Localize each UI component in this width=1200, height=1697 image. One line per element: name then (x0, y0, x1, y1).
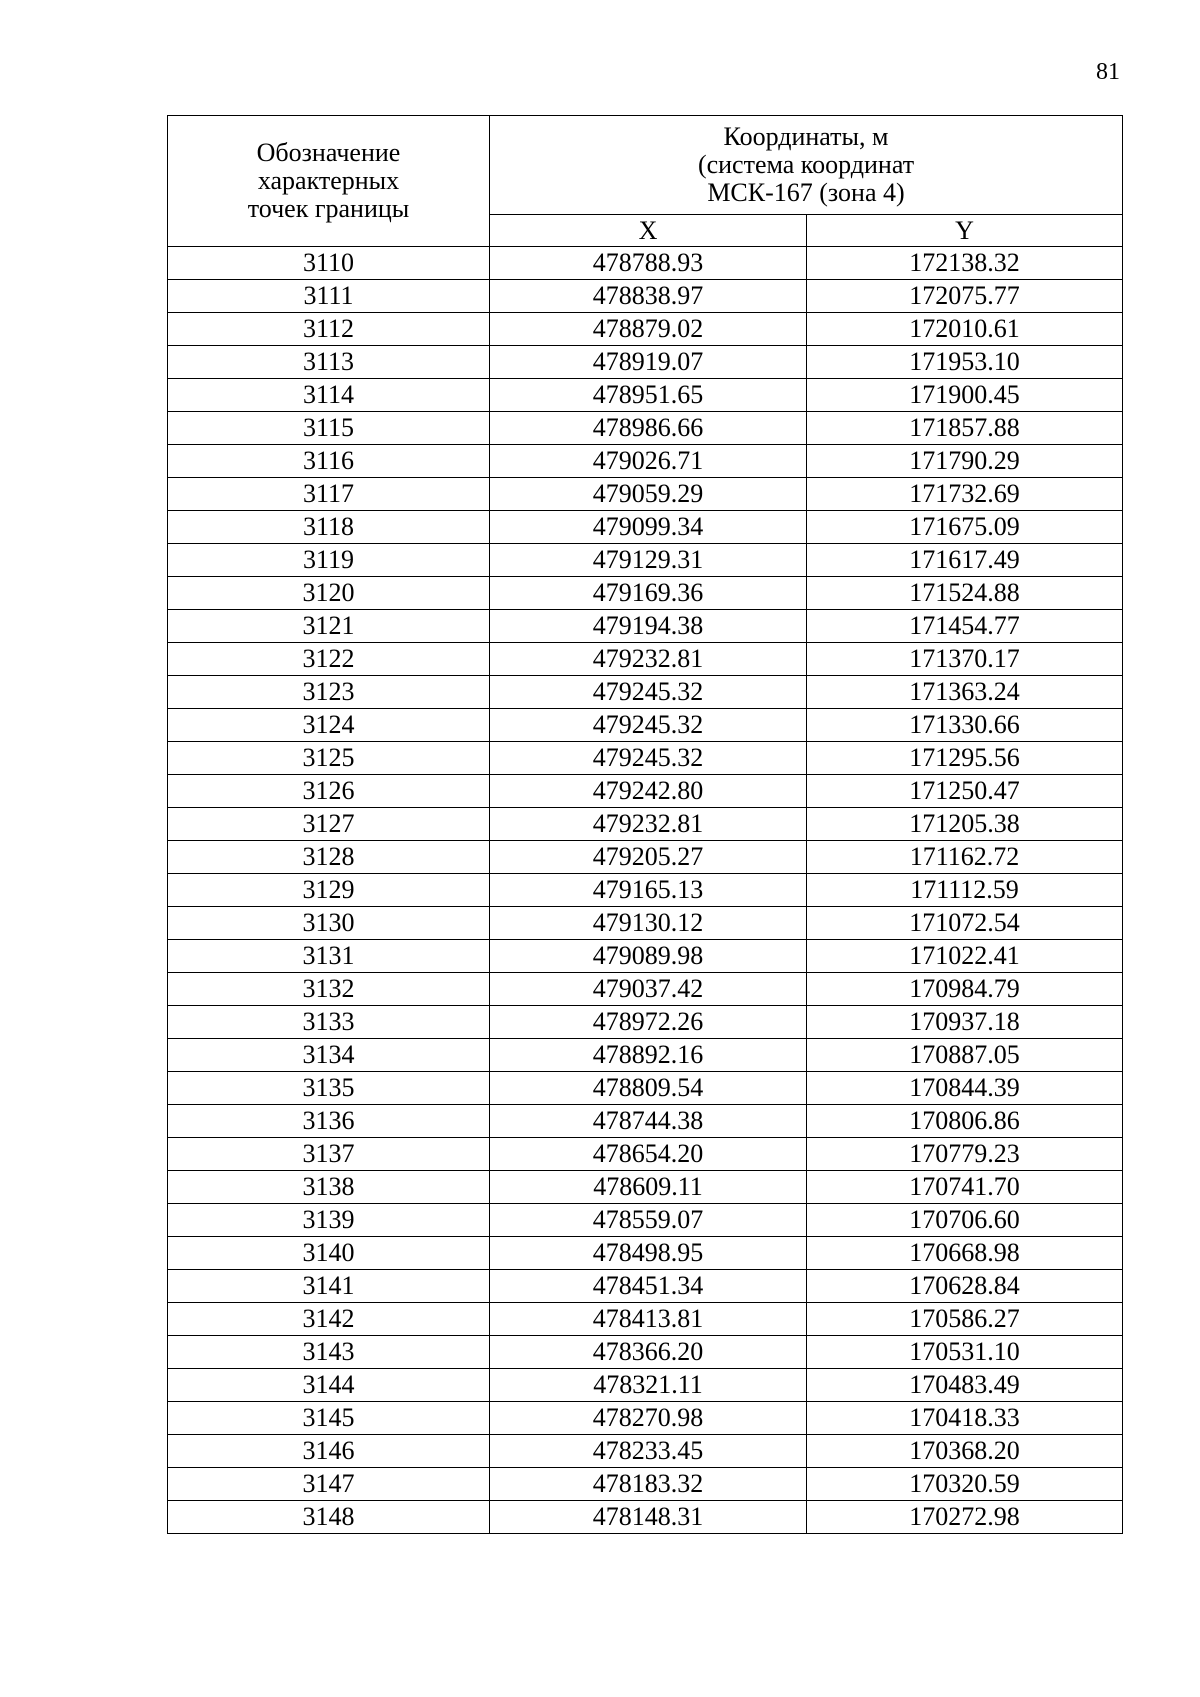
y-coordinate-cell: 171330.66 (807, 709, 1123, 742)
y-coordinate-cell: 170320.59 (807, 1468, 1123, 1501)
x-coordinate-cell: 478879.02 (490, 313, 807, 346)
table-row (168, 478, 1123, 511)
header-coords-line: (система координат (697, 150, 915, 179)
table-row (168, 1501, 1123, 1534)
table-row (168, 808, 1123, 841)
y-coordinate-cell: 170628.84 (807, 1270, 1123, 1303)
point-number-cell: 3115 (168, 412, 490, 445)
y-coordinate-cell: 171857.88 (807, 412, 1123, 445)
y-coordinate-cell: 171900.45 (807, 379, 1123, 412)
table-row (168, 907, 1123, 940)
header-x: X (490, 215, 807, 247)
table-header (168, 116, 1123, 247)
y-coordinate-cell: 170984.79 (807, 973, 1123, 1006)
point-number-cell: 3121 (168, 610, 490, 643)
point-number-cell: 3135 (168, 1072, 490, 1105)
table-row (168, 346, 1123, 379)
table-row (168, 313, 1123, 346)
x-coordinate-cell: 478148.31 (490, 1501, 807, 1534)
table-row (168, 511, 1123, 544)
y-coordinate-cell: 171295.56 (807, 742, 1123, 775)
table-row (168, 1435, 1123, 1468)
x-coordinate-cell: 478838.97 (490, 280, 807, 313)
x-coordinate-cell: 478788.93 (490, 247, 807, 280)
table-row (168, 1072, 1123, 1105)
y-coordinate-cell: 170531.10 (807, 1336, 1123, 1369)
coordinates-table (167, 115, 1123, 1534)
y-coordinate-cell: 170586.27 (807, 1303, 1123, 1336)
y-coordinate-cell: 171454.77 (807, 610, 1123, 643)
x-coordinate-cell: 478919.07 (490, 346, 807, 379)
x-coordinate-cell: 479165.13 (490, 874, 807, 907)
x-coordinate-cell: 479242.80 (490, 775, 807, 808)
point-number-cell: 3110 (168, 247, 490, 280)
x-coordinate-cell: 478498.95 (490, 1237, 807, 1270)
header-designation-line: точек границы (247, 194, 410, 223)
table-row (168, 676, 1123, 709)
point-number-cell: 3147 (168, 1468, 490, 1501)
x-coordinate-cell: 478559.07 (490, 1204, 807, 1237)
point-number-cell: 3114 (168, 379, 490, 412)
x-coordinate-cell: 478744.38 (490, 1105, 807, 1138)
x-coordinate-cell: 479026.71 (490, 445, 807, 478)
header-coordinates (490, 116, 1123, 215)
point-number-cell: 3123 (168, 676, 490, 709)
table-row (168, 1237, 1123, 1270)
table-body (168, 247, 1123, 1534)
point-number-cell: 3111 (168, 280, 490, 313)
y-coordinate-cell: 170272.98 (807, 1501, 1123, 1534)
y-coordinate-cell: 171112.59 (807, 874, 1123, 907)
table-row (168, 874, 1123, 907)
point-number-cell: 3136 (168, 1105, 490, 1138)
point-number-cell: 3127 (168, 808, 490, 841)
x-coordinate-cell: 478366.20 (490, 1336, 807, 1369)
y-coordinate-cell: 171790.29 (807, 445, 1123, 478)
point-number-cell: 3125 (168, 742, 490, 775)
table-row (168, 379, 1123, 412)
y-coordinate-cell: 171370.17 (807, 643, 1123, 676)
y-coordinate-cell: 170741.70 (807, 1171, 1123, 1204)
table-row (168, 1006, 1123, 1039)
y-coordinate-cell: 172010.61 (807, 313, 1123, 346)
x-coordinate-cell: 479194.38 (490, 610, 807, 643)
table-row (168, 610, 1123, 643)
x-coordinate-cell: 479245.32 (490, 709, 807, 742)
table-row (168, 1369, 1123, 1402)
point-number-cell: 3134 (168, 1039, 490, 1072)
x-coordinate-cell: 478609.11 (490, 1171, 807, 1204)
point-number-cell: 3144 (168, 1369, 490, 1402)
y-coordinate-cell: 171250.47 (807, 775, 1123, 808)
point-number-cell: 3120 (168, 577, 490, 610)
y-coordinate-cell: 171732.69 (807, 478, 1123, 511)
y-coordinate-cell: 172075.77 (807, 280, 1123, 313)
point-number-cell: 3137 (168, 1138, 490, 1171)
y-coordinate-cell: 171675.09 (807, 511, 1123, 544)
point-number-cell: 3113 (168, 346, 490, 379)
table-row (168, 1105, 1123, 1138)
table-row (168, 709, 1123, 742)
point-number-cell: 3142 (168, 1303, 490, 1336)
y-coordinate-cell: 170668.98 (807, 1237, 1123, 1270)
table-row (168, 577, 1123, 610)
point-number-cell: 3148 (168, 1501, 490, 1534)
header-designation-line: характерных (257, 166, 400, 195)
header-y: Y (807, 215, 1123, 247)
table-row (168, 643, 1123, 676)
header-point-designation (168, 116, 490, 247)
x-coordinate-cell: 479099.34 (490, 511, 807, 544)
y-coordinate-cell: 170483.49 (807, 1369, 1123, 1402)
point-number-cell: 3119 (168, 544, 490, 577)
x-coordinate-cell: 478951.65 (490, 379, 807, 412)
x-coordinate-cell: 478321.11 (490, 1369, 807, 1402)
y-coordinate-cell: 171162.72 (807, 841, 1123, 874)
point-number-cell: 3131 (168, 940, 490, 973)
header-designation-line: Обозначение (256, 138, 401, 167)
x-coordinate-cell: 479205.27 (490, 841, 807, 874)
point-number-cell: 3145 (168, 1402, 490, 1435)
x-coordinate-cell: 479129.31 (490, 544, 807, 577)
x-coordinate-cell: 479089.98 (490, 940, 807, 973)
header-coords-line: МСК-167 (зона 4) (707, 178, 905, 207)
table-row (168, 775, 1123, 808)
x-coordinate-cell: 479245.32 (490, 742, 807, 775)
point-number-cell: 3133 (168, 1006, 490, 1039)
point-number-cell: 3116 (168, 445, 490, 478)
y-coordinate-cell: 170806.86 (807, 1105, 1123, 1138)
point-number-cell: 3130 (168, 907, 490, 940)
point-number-cell: 3129 (168, 874, 490, 907)
table-row (168, 1204, 1123, 1237)
point-number-cell: 3146 (168, 1435, 490, 1468)
y-coordinate-cell: 172138.32 (807, 247, 1123, 280)
y-coordinate-cell: 171617.49 (807, 544, 1123, 577)
y-coordinate-cell: 170368.20 (807, 1435, 1123, 1468)
y-coordinate-cell: 170937.18 (807, 1006, 1123, 1039)
table-row (168, 412, 1123, 445)
x-coordinate-cell: 479232.81 (490, 808, 807, 841)
x-coordinate-cell: 478183.32 (490, 1468, 807, 1501)
y-coordinate-cell: 171072.54 (807, 907, 1123, 940)
table-row (168, 280, 1123, 313)
table-row (168, 1303, 1123, 1336)
table-row (168, 1039, 1123, 1072)
point-number-cell: 3132 (168, 973, 490, 1006)
y-coordinate-cell: 170887.05 (807, 1039, 1123, 1072)
table-row (168, 1270, 1123, 1303)
point-number-cell: 3140 (168, 1237, 490, 1270)
x-coordinate-cell: 479130.12 (490, 907, 807, 940)
y-coordinate-cell: 171363.24 (807, 676, 1123, 709)
y-coordinate-cell: 170779.23 (807, 1138, 1123, 1171)
point-number-cell: 3122 (168, 643, 490, 676)
x-coordinate-cell: 478654.20 (490, 1138, 807, 1171)
point-number-cell: 3117 (168, 478, 490, 511)
point-number-cell: 3128 (168, 841, 490, 874)
x-coordinate-cell: 479245.32 (490, 676, 807, 709)
y-coordinate-cell: 170418.33 (807, 1402, 1123, 1435)
point-number-cell: 3143 (168, 1336, 490, 1369)
table-row (168, 544, 1123, 577)
y-coordinate-cell: 171205.38 (807, 808, 1123, 841)
point-number-cell: 3118 (168, 511, 490, 544)
y-coordinate-cell: 171022.41 (807, 940, 1123, 973)
point-number-cell: 3126 (168, 775, 490, 808)
table-row (168, 1138, 1123, 1171)
page-number: 81 (1096, 59, 1120, 85)
table-row (168, 940, 1123, 973)
table-row (168, 247, 1123, 280)
y-coordinate-cell: 170844.39 (807, 1072, 1123, 1105)
point-number-cell: 3124 (168, 709, 490, 742)
table-row (168, 445, 1123, 478)
table-row (168, 1468, 1123, 1501)
x-coordinate-cell: 478986.66 (490, 412, 807, 445)
x-coordinate-cell: 478270.98 (490, 1402, 807, 1435)
x-coordinate-cell: 478451.34 (490, 1270, 807, 1303)
x-coordinate-cell: 479169.36 (490, 577, 807, 610)
x-coordinate-cell: 478413.81 (490, 1303, 807, 1336)
x-coordinate-cell: 478892.16 (490, 1039, 807, 1072)
x-coordinate-cell: 478233.45 (490, 1435, 807, 1468)
y-coordinate-cell: 171524.88 (807, 577, 1123, 610)
table-row (168, 841, 1123, 874)
table-row (168, 1171, 1123, 1204)
x-coordinate-cell: 479037.42 (490, 973, 807, 1006)
table-row (168, 1336, 1123, 1369)
header-coords-line: Координаты, м (723, 122, 889, 151)
table-row (168, 742, 1123, 775)
x-coordinate-cell: 478972.26 (490, 1006, 807, 1039)
table-row (168, 973, 1123, 1006)
point-number-cell: 3141 (168, 1270, 490, 1303)
x-coordinate-cell: 478809.54 (490, 1072, 807, 1105)
point-number-cell: 3138 (168, 1171, 490, 1204)
y-coordinate-cell: 171953.10 (807, 346, 1123, 379)
table-row (168, 1402, 1123, 1435)
point-number-cell: 3112 (168, 313, 490, 346)
point-number-cell: 3139 (168, 1204, 490, 1237)
x-coordinate-cell: 479232.81 (490, 643, 807, 676)
y-coordinate-cell: 170706.60 (807, 1204, 1123, 1237)
x-coordinate-cell: 479059.29 (490, 478, 807, 511)
